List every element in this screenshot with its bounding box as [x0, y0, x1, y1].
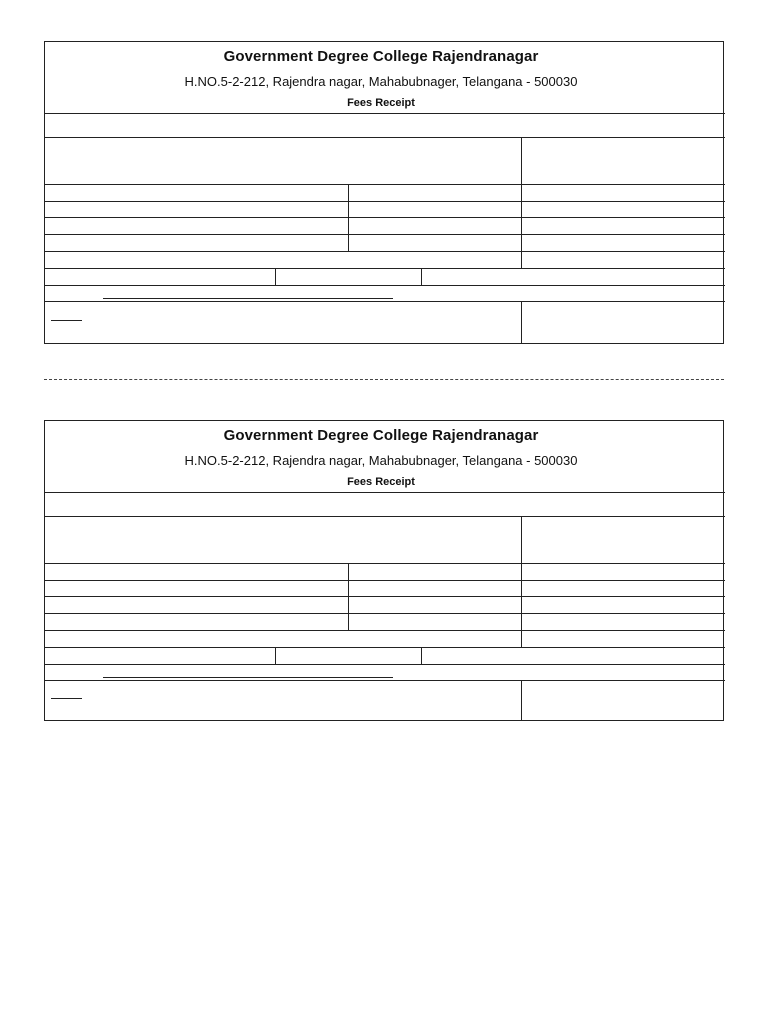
row-divider — [45, 251, 725, 252]
row-divider — [45, 563, 725, 564]
row-divider — [45, 580, 725, 581]
column-divider — [521, 137, 522, 268]
signature-line — [103, 677, 393, 678]
receipt-label: Fees Receipt — [347, 97, 415, 109]
row-divider — [45, 630, 725, 631]
column-divider — [421, 268, 422, 285]
row-divider — [45, 113, 725, 114]
receipt-label: Fees Receipt — [347, 476, 415, 488]
row-divider — [45, 268, 725, 269]
row-divider — [45, 613, 725, 614]
college-name: Government Degree College Rajendranagar — [223, 48, 539, 65]
row-divider — [45, 680, 725, 681]
column-divider — [421, 647, 422, 664]
row-divider — [45, 516, 725, 517]
signature-line — [103, 298, 393, 299]
receipt-form-2 — [44, 420, 724, 721]
column-divider — [275, 268, 276, 285]
cut-line — [44, 379, 724, 380]
column-divider — [521, 301, 522, 344]
column-divider — [521, 680, 522, 721]
row-divider — [45, 492, 725, 493]
row-divider — [45, 217, 725, 218]
college-address: H.NO.5-2-212, Rajendra nagar, Mahabubnager, Telangana - 500030 — [184, 453, 578, 468]
row-divider — [45, 201, 725, 202]
column-divider — [275, 647, 276, 664]
receipt-form-1 — [44, 41, 724, 344]
short-blank-line — [51, 320, 82, 321]
column-divider — [348, 184, 349, 251]
short-blank-line — [51, 698, 82, 699]
row-divider — [45, 596, 725, 597]
column-divider — [521, 516, 522, 647]
row-divider — [45, 184, 725, 185]
college-address: H.NO.5-2-212, Rajendra nagar, Mahabubnager, Telangana - 500030 — [184, 74, 578, 89]
row-divider — [45, 137, 725, 138]
row-divider — [45, 647, 725, 648]
row-divider — [45, 285, 725, 286]
row-divider — [45, 664, 725, 665]
row-divider — [45, 301, 725, 302]
row-divider — [45, 234, 725, 235]
column-divider — [348, 563, 349, 630]
college-name: Government Degree College Rajendranagar — [223, 427, 539, 444]
